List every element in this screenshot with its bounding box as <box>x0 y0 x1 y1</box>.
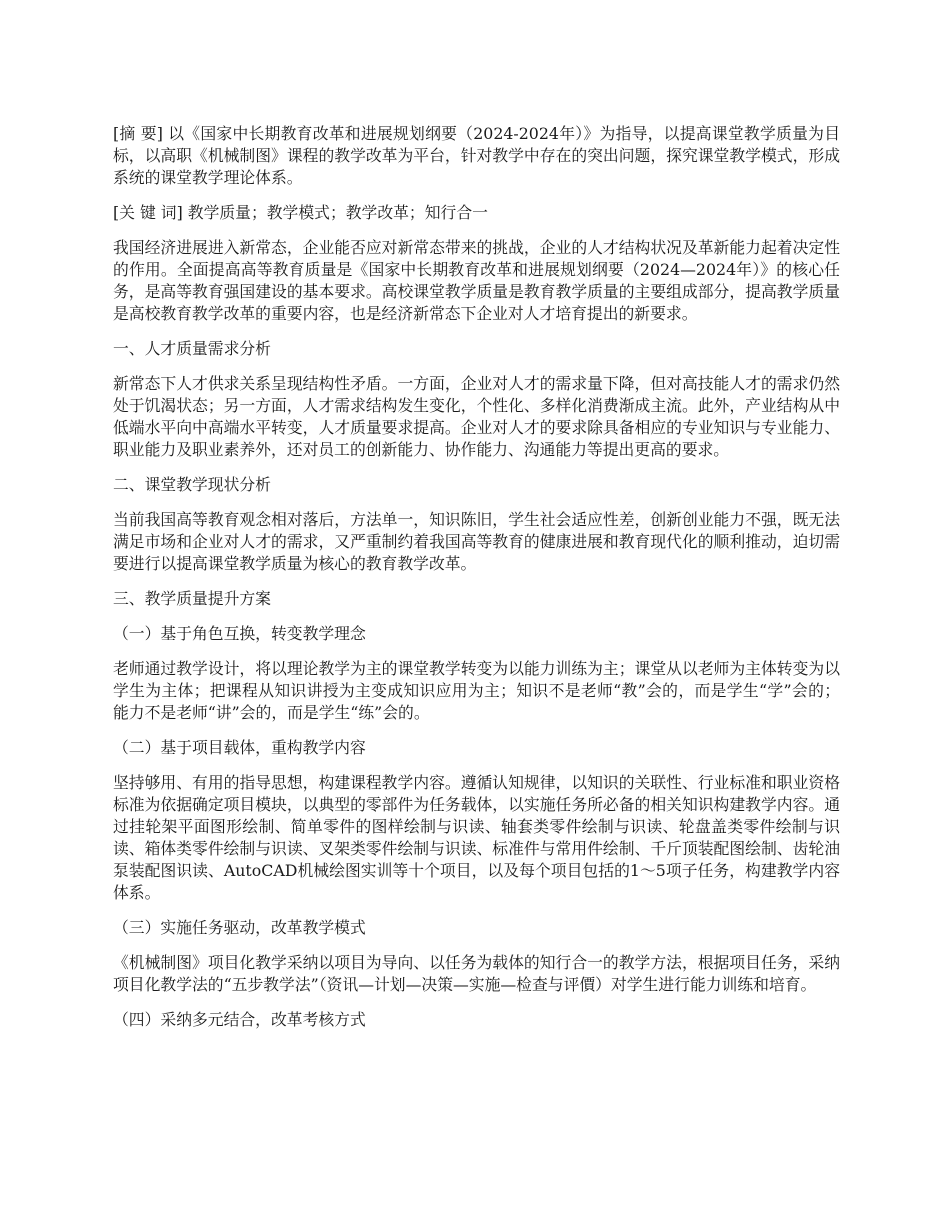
subsection-heading-3: （三）实施任务驱动，改革教学模式 <box>113 918 366 937</box>
subsection-body-2: 坚持够用、有用的指导思想，构建课程教学内容。遵循认知规律，以知识的关联性、行业标准和职业资格标准为依据确定项目模块，以典型的零部件为任务载体，以实施任务所必备的相关知识构建教学内容。通过挂轮架平面图形绘制、简单零件的图样绘制与识读、轴套类零件绘制与识读、轮盘盖类零件绘制与识读、箱体类零件绘制与识读、叉架类零件绘制与识读、标准件与常用件绘制、千斤顶装配图绘制、齿轮油泵装配图识读、AutoCAD机械绘图实训等十个项目，以及每个项目包括的1～5项子任务，构建教学内容体系。 <box>113 773 840 902</box>
document-page <box>113 123 840 1044</box>
intro-paragraph: 我国经济进展进入新常态，企业能否应对新常态带来的挑战，企业的人才结构状况及革新能力起着决定性的作用。全面提高高等教育质量是《国家中长期教育改革和进展规划纲要（2024—2024年）》的核心任务，是高等教育强国建设的基本要求。高校课堂教学质量是教育教学质量的主要组成部分，提高教学质量是高校教育教学改革的重要内容，也是经济新常态下企业对人才培育提出的新要求。 <box>113 238 840 323</box>
section-body-1: 新常态下人才供求关系呈现结构性矛盾。一方面，企业对人才的需求量下降，但对高技能人才的需求仍然处于饥渴状态；另一方面，人才需求结构发生变化，个性化、多样化消费渐成主流。此外，产业结构从中低端水平向中高端水平转变，人才质量要求提高。企业对人才的要求除具备相应的专业知识与专业能力、职业能力及职业素养外，还对员工的创新能力、协作能力、沟通能力等提出更高的要求。 <box>113 374 840 459</box>
subsection-heading-1: （一）基于角色互换，转变教学理念 <box>113 624 366 643</box>
keywords-paragraph: [关 键 词] 教学质量；教学模式；教学改革；知行合一 <box>113 203 488 222</box>
subsection-body-3: 《机械制图》项目化教学采纳以项目为导向、以任务为载体的知行合一的教学方法，根据项目任务，采纳项目化教学法的“五步教学法”（资讯—计划—决策—实施—检查与评價）对学生进行能力训练和培育。 <box>113 953 840 994</box>
subsection-body-1: 老师通过教学设计，将以理论教学为主的课堂教学转变为以能力训练为主；课堂从以老师为主体转变为以学生为主体；把课程从知识讲授为主变成知识应用为主；知识不是老师“教”会的，而是学生“学”会的；能力不是老师“讲”会的，而是学生“练”会的。 <box>113 659 840 722</box>
subsection-heading-4: （四）采纳多元结合，改革考核方式 <box>113 1010 366 1029</box>
abstract-paragraph: [摘 要] 以《国家中长期教育改革和进展规划纲要（2024-2024年）》为指导，以提高课堂教学质量为目标，以高职《机械制图》课程的教学改革为平台，针对教学中存在的突出问题，探究课堂教学模式，形成系统的课堂教学理论体系。 <box>113 124 840 187</box>
section-heading-1: 一、人才质量需求分析 <box>113 339 271 358</box>
section-heading-2: 二、课堂教学现状分析 <box>113 475 271 494</box>
section-body-2: 当前我国高等教育观念相对落后，方法单一，知识陈旧，学生社会适应性差，创新创业能力不强，既无法满足市场和企业对人才的需求，又严重制约着我国高等教育的健康进展和教育现代化的顺利推动，迫切需要进行以提高课堂教学质量为核心的教育教学改革。 <box>113 510 840 573</box>
subsection-heading-2: （二）基于项目载体，重构教学内容 <box>113 738 366 757</box>
section-heading-3: 三、教学质量提升方案 <box>113 589 271 608</box>
